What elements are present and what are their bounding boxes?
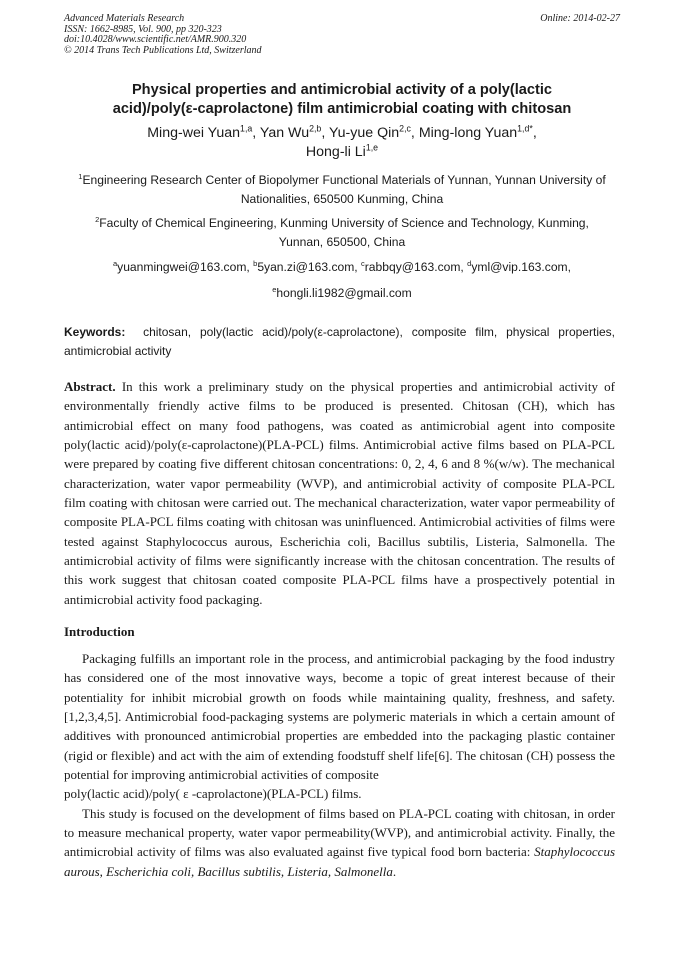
- email-sup: a: [112, 258, 118, 268]
- affiliation-sup: 1: [78, 171, 83, 181]
- email-address[interactable]: hongli.li1982@gmail.com: [276, 286, 412, 300]
- email-sup: c: [361, 258, 365, 268]
- intro-paragraph-1-end: poly(lactic acid)/poly( ε -caprolactone)(PLA-PCL) films.: [64, 786, 362, 802]
- abstract-label: Abstract.: [64, 379, 116, 394]
- email-sup: e: [272, 284, 277, 294]
- email-address[interactable]: yuanmingwei@163.com: [117, 260, 247, 274]
- author-name: Yan Wu: [259, 125, 310, 141]
- email-address[interactable]: yml@vip.163.com: [471, 260, 568, 274]
- intro-paragraph-2-end: .: [392, 863, 397, 879]
- affiliation-2: [64, 214, 620, 252]
- author-name: Ming-long Yuan: [418, 125, 518, 141]
- affiliation-line: Nationalities, 650500 Kunming, China: [240, 192, 444, 206]
- affiliation-1: [64, 171, 620, 209]
- abstract-text: In this work a preliminary study on the physical properties and antimicrobial activity of environmentally friendly active films to be produced is presented. Chitosan (CH), which has antimicrobial effect on many food pathogens, was coated as antimicrobial agent into composite poly(lactic acid)/poly(ε-caprolactone)(PLA-PCL) films. Antimicrobial active films based on PLA-PCL were prepared by coating five different chitosan concentrations: 0, 2, 4, 6 and 8 %(w/w). The mechanical characterization, water vapor permeability (WVP), and antimicrobial activity of composite PLA-PCL film coating with chitosan were carried out. The mechanical characterization, water vapor permeability of composite PLA-PCL films coating with chitosan was uninfluenced. Antimicrobial activities of films were tested against Staphylococcus aurous, Escherichia coli, Bacillus subtilis, Listeria, Salmonella. The antimicrobial activity of films were significantly increase with the chitosan concentration. The results of this work suggest that chitosan coated composite PLA-PCL films have a prospectively potential in antimicrobial activity food packaging.: [64, 379, 616, 607]
- journal-issn: ISSN: 1662-8985, Vol. 900, pp 320-323: [64, 23, 222, 35]
- author-name: Yu-yue Qin: [328, 125, 400, 141]
- intro-paragraph-2-text: This study is focused on the development of films based on PLA-PCL coating with chitosan, in order to measure mechanical property, water vapor permeability(WVP), and antimicrobial activity. Finally, the antimicrobial activity of films was also evaluated against five typical food born bacteria:: [64, 805, 615, 860]
- author-list: Ming-wei Yuan$^{1,a}$, Yan Wu$^{2,b}$, Yu-yue Qin$^{2,c}$, Ming-long Yuan$^{1,d*}$, Hong-li Li$^{1,e}$: [147, 123, 537, 160]
- journal-copyright: © 2014 Trans Tech Publications Ltd, Switzerland: [64, 44, 262, 56]
- title-line-1: Physical properties and antimicrobial activity of a poly(lactic: [131, 82, 553, 98]
- author-name: Hong-li Li: [305, 144, 366, 160]
- email-line-2: [64, 284, 620, 303]
- author-name: Ming-wei Yuan: [147, 125, 241, 141]
- online-date: Online: 2014-02-27: [540, 13, 620, 24]
- author-sup: 1,a: [240, 123, 253, 134]
- keywords-text: chitosan, poly(lactic acid)/poly(ε-caprolactone), composite film, physical properties, antimicrobial activity: [64, 325, 615, 358]
- journal-name: Advanced Materials Research: [64, 13, 185, 24]
- paper-title: [64, 81, 620, 118]
- author-sup: 2,c: [399, 123, 411, 134]
- email-sup: b: [253, 258, 258, 268]
- author-sup: 1,e: [365, 142, 379, 153]
- author-sup: 1,d*: [517, 123, 533, 134]
- intro-paragraph-1: Packaging fulfills an important role in the process, and antimicrobial packaging by the food industry has considered one of the most innovative ways, become a topic of great interest because of their potentiality for inhibit microbial growth on foods while maintaining quality, freshness, and safety. [1,2,3,4,5]. Antimicrobial food-packaging systems are polymeric materials in which a certain amount of additives with pronounced antimicrobial properties are embedded into the packaging plastic container (rigid or flexible) and act with the aim of extending foodstuff shelf life[6]. The chitosan (CH) possess the potential for improving antimicrobial activities of composite: [64, 651, 615, 783]
- author-sup: 2,b: [309, 123, 322, 134]
- affiliation-line: Yunnan, 650500, China: [278, 235, 406, 249]
- keywords-section: [64, 323, 615, 361]
- intro-paragraph-2: [64, 804, 615, 881]
- journal-doi: doi:10.4028/www.scientific.net/AMR.900.320: [64, 34, 247, 45]
- affiliation-line: Faculty of Chemical Engineering, Kunming University of Science and Technology, Kunming,: [99, 216, 589, 230]
- title-line-2: acid)/poly(ε-caprolactone) film antimicrobial coating with chitosan: [112, 100, 572, 117]
- introduction-heading: Introduction: [64, 624, 135, 639]
- email-address[interactable]: 5yan.zi@163.com: [257, 260, 355, 274]
- affiliation-sup: 2: [95, 214, 100, 224]
- introduction-body: [64, 649, 615, 881]
- affiliation-line: Engineering Research Center of Biopolymer Functional Materials of Yunnan, Yunnan University of: [82, 173, 606, 187]
- abstract-section: [64, 377, 615, 609]
- bacteria-list: Staphylococcus aurous, Escherichia coli, Bacillus subtilis, Listeria, Salmonella: [64, 844, 616, 879]
- email-sup: d: [467, 258, 472, 268]
- journal-header: [64, 14, 620, 56]
- email-line-1: $^a$yuanmingwei@163.com, $^b$5yan.zi@163.com, $^c$rabbqy@163.com, $^d$yml@vip.163.com,: [112, 258, 571, 274]
- keywords-label: Keywords:: [64, 325, 126, 339]
- email-address[interactable]: rabbqy@163.com: [364, 260, 461, 274]
